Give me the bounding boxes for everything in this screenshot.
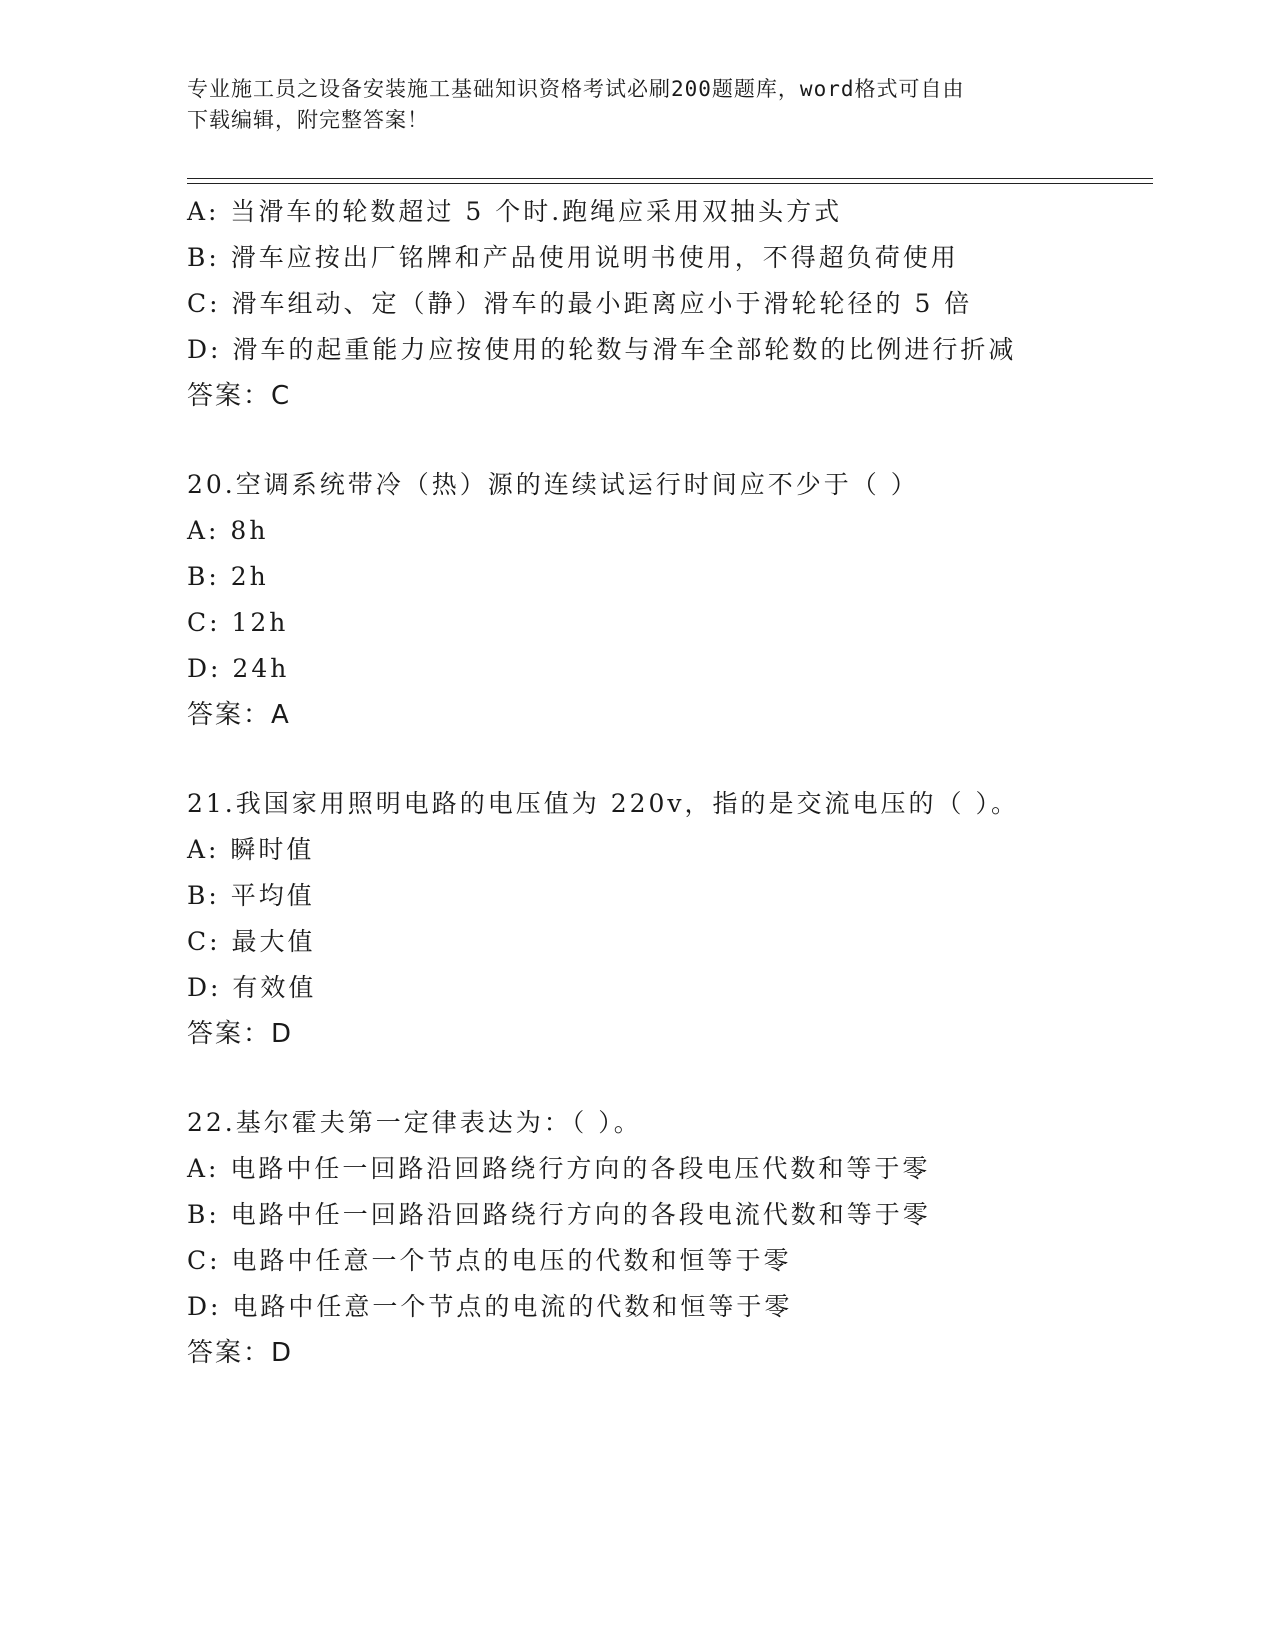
- option-a: A: 当滑车的轮数超过 5 个时.跑绳应采用双抽头方式: [187, 197, 843, 226]
- option-d: D: 滑车的起重能力应按使用的轮数与滑车全部轮数的比例进行折减: [187, 335, 1017, 364]
- document-header: [187, 74, 1087, 136]
- option-b: B: 2h: [187, 562, 269, 591]
- header-title-line-2: 下载编辑，附完整答案！: [187, 108, 429, 132]
- question-block-19: [187, 189, 1147, 419]
- block-spacer: [187, 419, 1147, 462]
- answer-text: 答案：D: [187, 1019, 294, 1049]
- option-a: A: 8h: [187, 516, 269, 545]
- question-list: [187, 189, 1147, 1376]
- question-text: 22.基尔霍夫第一定律表达为：（ ）。: [187, 1108, 642, 1137]
- option-b: B: 平均值: [187, 881, 315, 910]
- question-block-20: [187, 462, 1147, 738]
- question-block-22: [187, 1100, 1147, 1376]
- answer-text: 答案：C: [187, 381, 292, 411]
- option-a: A: 瞬时值: [187, 835, 315, 864]
- question-text: 20.空调系统带冷（热）源的连续试运行时间应不少于（ ）: [187, 470, 919, 499]
- header-title-line-1: 专业施工员之设备安装施工基础知识资格考试必刷200题题库，word格式可自由: [187, 77, 965, 101]
- option-b: B: 电路中任一回路沿回路绕行方向的各段电流代数和等于零: [187, 1200, 931, 1229]
- block-spacer: [187, 1057, 1147, 1100]
- answer-text: 答案：A: [187, 700, 291, 730]
- option-b: B: 滑车应按出厂铭牌和产品使用说明书使用，不得超负荷使用: [187, 243, 959, 272]
- option-a: A: 电路中任一回路沿回路绕行方向的各段电压代数和等于零: [187, 1154, 931, 1183]
- option-c: C: 12h: [187, 608, 289, 637]
- option-d: D: 有效值: [187, 973, 317, 1002]
- answer-text: 答案：D: [187, 1338, 294, 1368]
- header-divider-top: [187, 178, 1153, 179]
- option-d: D: 电路中任意一个节点的电流的代数和恒等于零: [187, 1292, 793, 1321]
- option-c: C: 最大值: [187, 927, 316, 956]
- option-c: C: 电路中任意一个节点的电压的代数和恒等于零: [187, 1246, 792, 1275]
- question-block-21: [187, 781, 1147, 1057]
- question-text: 21.我国家用照明电路的电压值为 220v，指的是交流电压的（ ）。: [187, 789, 1019, 818]
- option-d: D: 24h: [187, 654, 290, 683]
- block-spacer: [187, 738, 1147, 781]
- option-c: C: 滑车组动、定（静）滑车的最小距离应小于滑轮轮径的 5 倍: [187, 289, 973, 318]
- header-divider-bottom: [187, 183, 1153, 184]
